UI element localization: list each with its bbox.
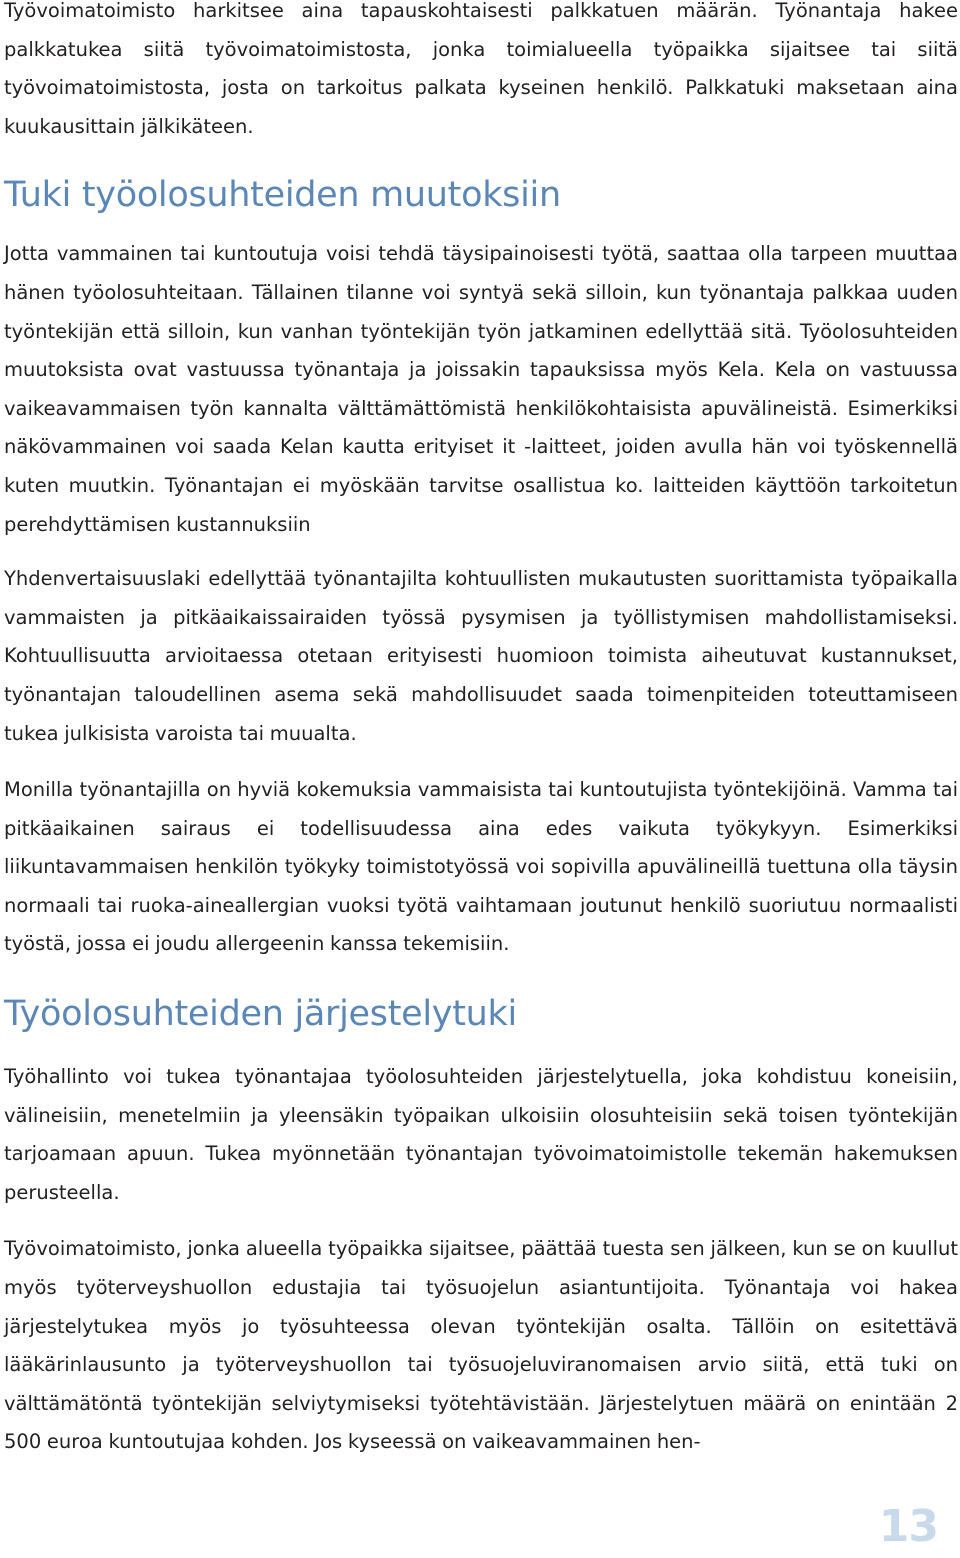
intro-paragraph: Työvoimatoimisto harkitsee aina tapauskohtaisesti palkkatuen määrän. Työnantaja hakee palkkatukea siitä työvoimatoimistosta, jonka toimialueella työpaikka sijaitsee tai siitä työvoimatoimistosta, josta on tarkoitus palkata kyseinen henkilö. Palkkatuki maksetaan aina kuukausittain jälkikäteen. bbox=[4, 0, 958, 138]
section-1-paragraph-2: Yhdenvertaisuuslaki edellyttää työnantajilta kohtuullisten mukautusten suorittamista työpaikalla vammaisten ja pitkäaikaissairaiden työssä pysymisen ja työllistymisen mahdollistamiseksi. Kohtuullisuutta arvioitaessa otetaan erityisesti huomioon toimista aiheutuvat kustannukset, työnantajan taloudellinen asema sekä mahdollisuudet saada toimenpiteiden toteuttamiseen tukea julkisista varoista tai muualta. bbox=[4, 567, 958, 745]
section-heading-tyoolosuhteiden-jarjestelytuki: Työolosuhteiden järjestelytuki bbox=[4, 994, 517, 1035]
section-2-paragraph-1: Työhallinto voi tukea työnantajaa työolosuhteiden järjestelytuella, joka kohdistuu koneisiin, välineisiin, menetelmiin ja yleensäkin työpaikan ulkoisiin olosuhteisiin sekä toisen työntekijän tarjoamaan apuun. Tukea myönnetään työnantajan työvoimatoimistolle tekemän hakemuksen perusteella. bbox=[4, 1065, 958, 1204]
page-number: 13 bbox=[878, 1501, 938, 1552]
section-heading-tuki-tyoolosuhteiden-muutoksiin: Tuki työolosuhteiden muutoksiin bbox=[4, 175, 561, 216]
section-1-paragraph-3: Monilla työnantajilla on hyviä kokemuksia vammaisista tai kuntoutujista työntekijöinä. Vamma tai pitkäaikainen sairaus ei todellisuudessa aina edes vaikuta työkykyyn. Esimerkiksi liikuntavammaisen henkilön työkyky toimistotyössä voi sopivilla apuvälineillä tuettuna olla täysin normaali tai ruoka-aineallergian vuoksi työtä vaihtamaan joutunut henkilö suoriutuu normaalisti työstä, jossa ei joudu allergeenin kanssa tekemisiin. bbox=[4, 778, 958, 956]
section-1-paragraph-1: Jotta vammainen tai kuntoutuja voisi tehdä täysipainoisesti työtä, saattaa olla tarpeen muuttaa hänen työolosuhteitaan. Tällainen tilanne voi syntyä sekä silloin, kun työnantaja palkkaa uuden työntekijän että silloin, kun vanhan työntekijän työn jatkaminen edellyttää sitä. Työolosuhteiden muutoksista ovat vastuussa työnantaja ja joissakin tapauksissa myös Kela. Kela on vastuussa vaikeavammaisen työn kannalta välttämättömistä henkilökohtaisista apuvälineistä. Esimerkiksi näkövammainen voi saada Kelan kautta erityiset it -laitteet, joiden avulla hän voi työskennellä kuten muutkin. Työnantajan ei myöskään tarvitse osallistua ko. laitteiden käyttöön tarkoitetun perehdyttämisen kustannuksiin bbox=[4, 242, 958, 536]
document-page bbox=[4, 0, 958, 1462]
section-2-paragraph-2: Työvoimatoimisto, jonka alueella työpaikka sijaitsee, päättää tuesta sen jälkeen, kun se on kuullut myös työterveyshuollon edustajia tai työsuojelun asiantuntijoita. Työnantaja voi hakea järjestelytukea myös jo työsuhteessa olevan työntekijän osalta. Tällöin on esitettävä lääkärinlausunto ja työterveyshuollon tai työsuojeluviranomaisen arvio siitä, että tuki on välttämätöntä työntekijän selviytymiseksi työtehtävistään. Järjestelytuen määrä on enintään 2 500 euroa kuntoutujaa kohden. Jos kyseessä on vaikeavammainen hen- bbox=[4, 1237, 958, 1454]
